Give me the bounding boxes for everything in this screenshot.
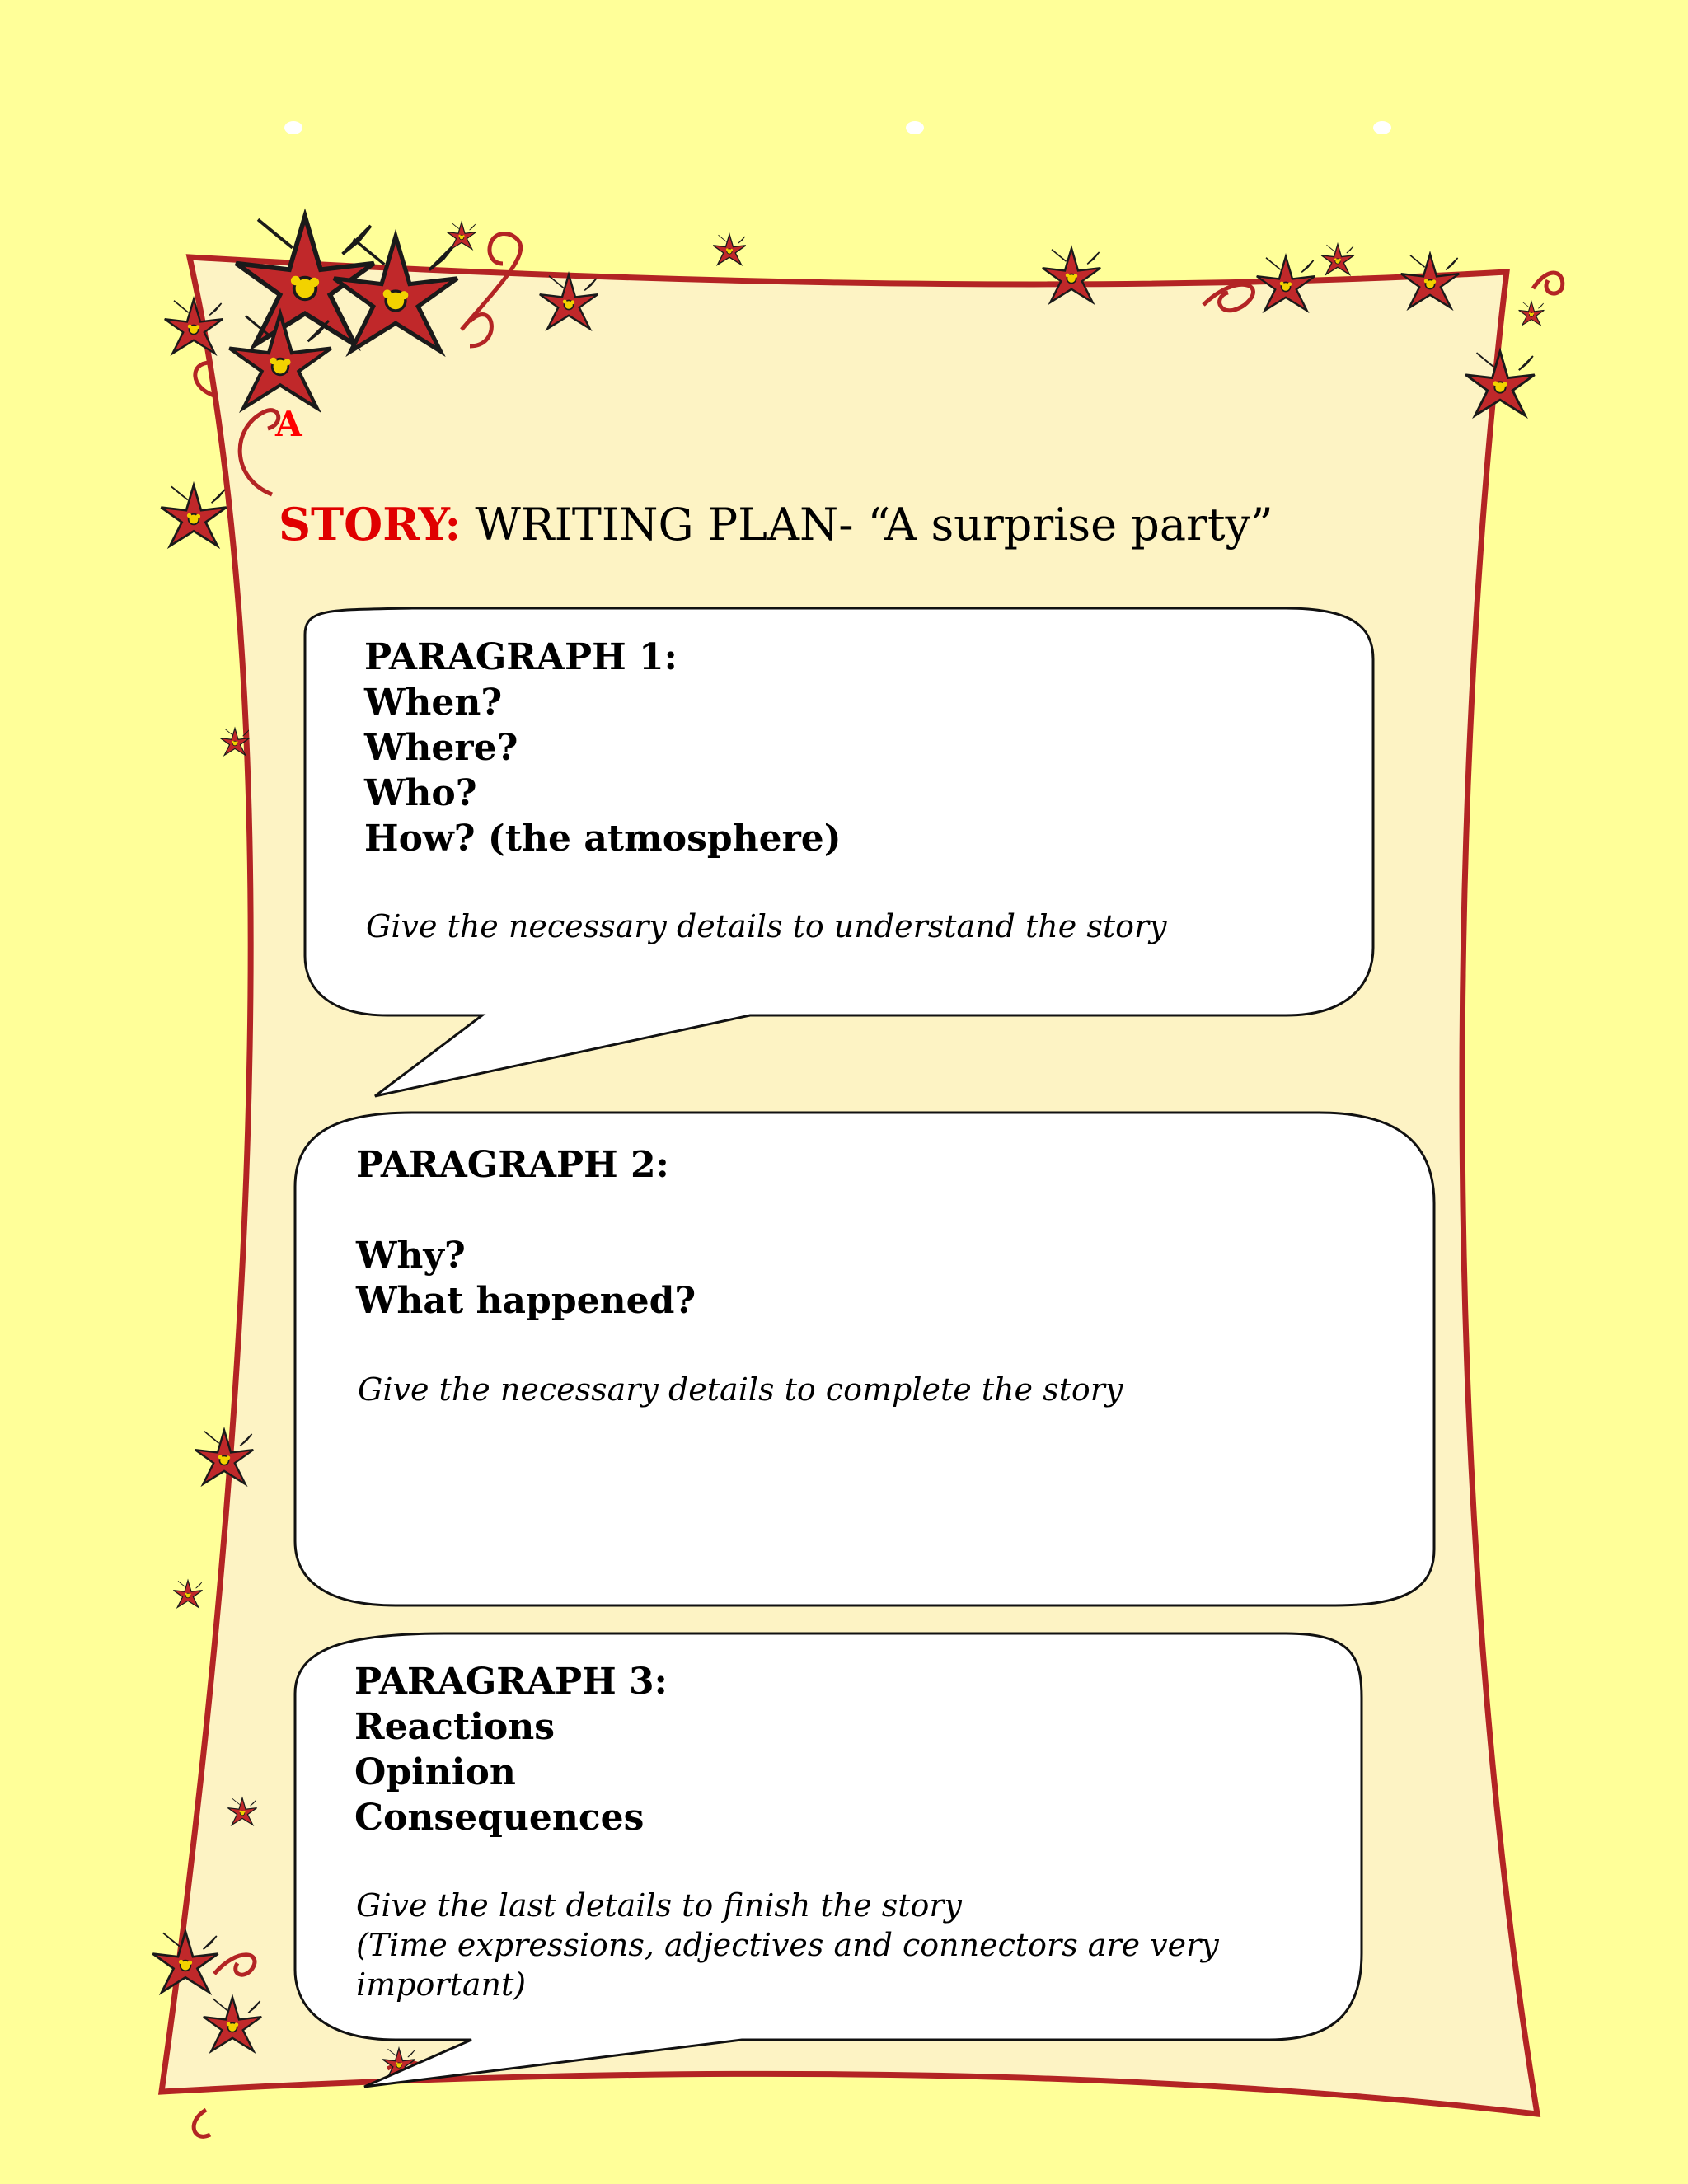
paragraph-1-hint xyxy=(366,907,1167,946)
paragraph-2-heading: PARAGRAPH 2: xyxy=(356,1144,669,1186)
paragraph-3-hint-line-2: (Time expressions, adjectives and connectors are very xyxy=(356,1927,1219,1963)
title-label: STORY: xyxy=(279,498,462,551)
paragraph-1-heading: PARAGRAPH 1: xyxy=(364,636,678,678)
paragraph-3-heading: PARAGRAPH 3: xyxy=(354,1661,668,1703)
page-title xyxy=(279,498,1273,551)
paragraph-3-hint-line-1: Give the last details to finish the story xyxy=(356,1887,962,1924)
paragraph-3-block xyxy=(354,1659,668,1840)
paragraph-3-prompt-consequences: Consequences xyxy=(354,1797,645,1839)
paragraph-3-hint xyxy=(356,1886,1219,2004)
paragraph-2-prompt-why: Why? xyxy=(356,1235,466,1277)
paragraph-2-hint xyxy=(358,1370,1123,1409)
paragraph-1-prompt-when: When? xyxy=(364,682,503,724)
paragraph-3-hint-line-3: important) xyxy=(356,1966,527,2003)
paragraph-1-prompt-who: Who? xyxy=(364,772,477,814)
paragraph-2-block xyxy=(356,1142,696,1324)
paragraph-1-prompt-where: Where? xyxy=(364,727,518,769)
paragraph-2-hint-line: Give the necessary details to complete the story xyxy=(358,1371,1123,1408)
corner-marker-letter: A xyxy=(275,404,302,444)
paragraph-3-prompt-reactions: Reactions xyxy=(354,1706,556,1748)
paragraph-2-prompt-what-happened: What happened? xyxy=(356,1280,696,1322)
paragraph-1-hint-line: Give the necessary details to understand the story xyxy=(366,908,1167,944)
title-text: WRITING PLAN- “A surprise party” xyxy=(475,499,1273,551)
paragraph-1-block xyxy=(364,635,842,861)
paragraph-1-prompt-how: How? (the atmosphere) xyxy=(364,818,842,860)
paragraph-3-prompt-opinion: Opinion xyxy=(354,1751,516,1793)
